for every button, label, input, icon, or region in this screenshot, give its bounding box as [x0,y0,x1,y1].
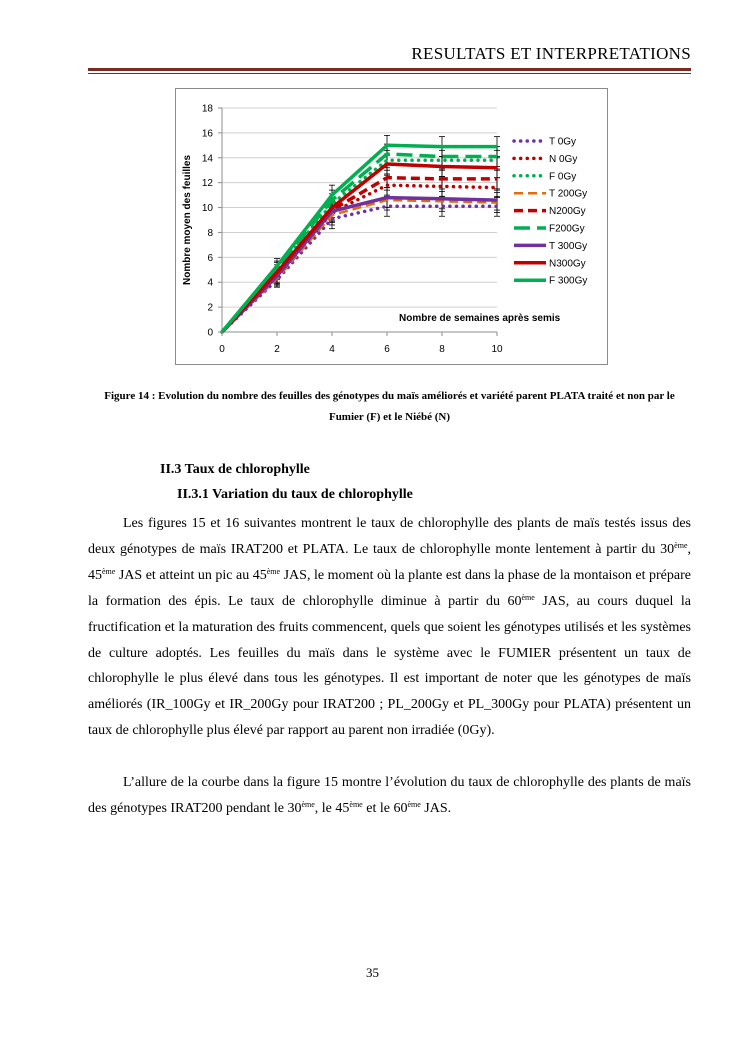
x-tick-label: 2 [274,344,280,355]
subsection-heading: II.3.1 Variation du taux de chlorophylle [177,487,413,502]
section-heading: II.3 Taux de chlorophylle [160,462,310,477]
figure-caption: Figure 14 : Evolution du nombre des feuilles des génotypes du maïs améliorés et variété parent PLATA traité et non par le Fumier (F) et le Niébé (N) [104,390,675,423]
body-paragraph-1: Les figures 15 et 16 suivantes montrent le taux de chlorophylle des plants de maïs testés issus des deux génotypes de maïs IRAT200 et PLATA. Le taux de chlorophylle monte lentement à partir du 30ème, 45ème JAS et atteint un pic au 45ème JAS, le moment où la plante est dans la phase de la montaison et prépare la formation des épis. Le taux de chlorophylle diminue à partir du 60ème JAS, au cours duquel la fructification et la maturation des fruits commencent, quels que soient les génotypes utilisés et les systèmes de culture adoptés. Les feuilles du maïs dans le système avec le FUMIER présentent un taux de chlorophylle le plus élevé dans tous les génotypes. Il est important de noter que les génotypes de maïs améliorés (IR_100Gy et IR_200Gy pour IRAT200 ; PL_200Gy et PL_300Gy pour PLATA) présentent un taux de chlorophylle plus élevé par rapport au parent non irradiée (0Gy). [88,516,692,739]
y-tick-label: 6 [207,252,213,264]
y-tick-label: 0 [207,327,213,339]
x-tick-label: 6 [384,344,390,355]
page-number: 35 [366,965,379,980]
body-paragraph-2: L’allure de la courbe dans la figure 15 montre l’évolution du taux de chlorophylle des plants de maïs des génotypes IRAT200 pendant le 30ème, le 45ème et le 60ème JAS. [88,775,691,816]
y-tick-label: 4 [207,277,213,289]
y-tick-label: 10 [201,203,213,215]
legend-label: T 300Gy [549,240,588,252]
x-tick-label: 10 [491,344,503,355]
x-tick-label: 8 [439,344,445,355]
legend-label: F 300Gy [549,275,588,287]
x-tick-label: 4 [329,344,335,355]
y-tick-label: 2 [207,302,213,314]
y-tick-label: 14 [201,153,213,165]
legend-label: T 0Gy [549,136,577,148]
running-header: RESULTATS ET INTERPRETATIONS [411,44,691,63]
leaf-count-chart [175,88,609,366]
legend-label: N200Gy [549,206,586,218]
legend-label: F 0Gy [549,171,577,183]
x-axis-label: Nombre de semaines après semis [399,313,561,324]
header-rule-thin [88,73,691,74]
x-tick-label: 0 [219,344,225,355]
y-tick-label: 12 [201,178,213,190]
legend-label: F200Gy [549,223,585,235]
legend-label: N300Gy [549,258,586,270]
legend-label: T 200Gy [549,188,588,200]
y-tick-label: 16 [201,128,213,140]
y-tick-label: 18 [201,103,213,115]
legend-label: N 0Gy [549,153,578,165]
y-tick-label: 8 [207,227,213,239]
header-rule-thick [88,68,691,71]
y-axis-label: Nombre moyen des feuilles [182,154,193,286]
